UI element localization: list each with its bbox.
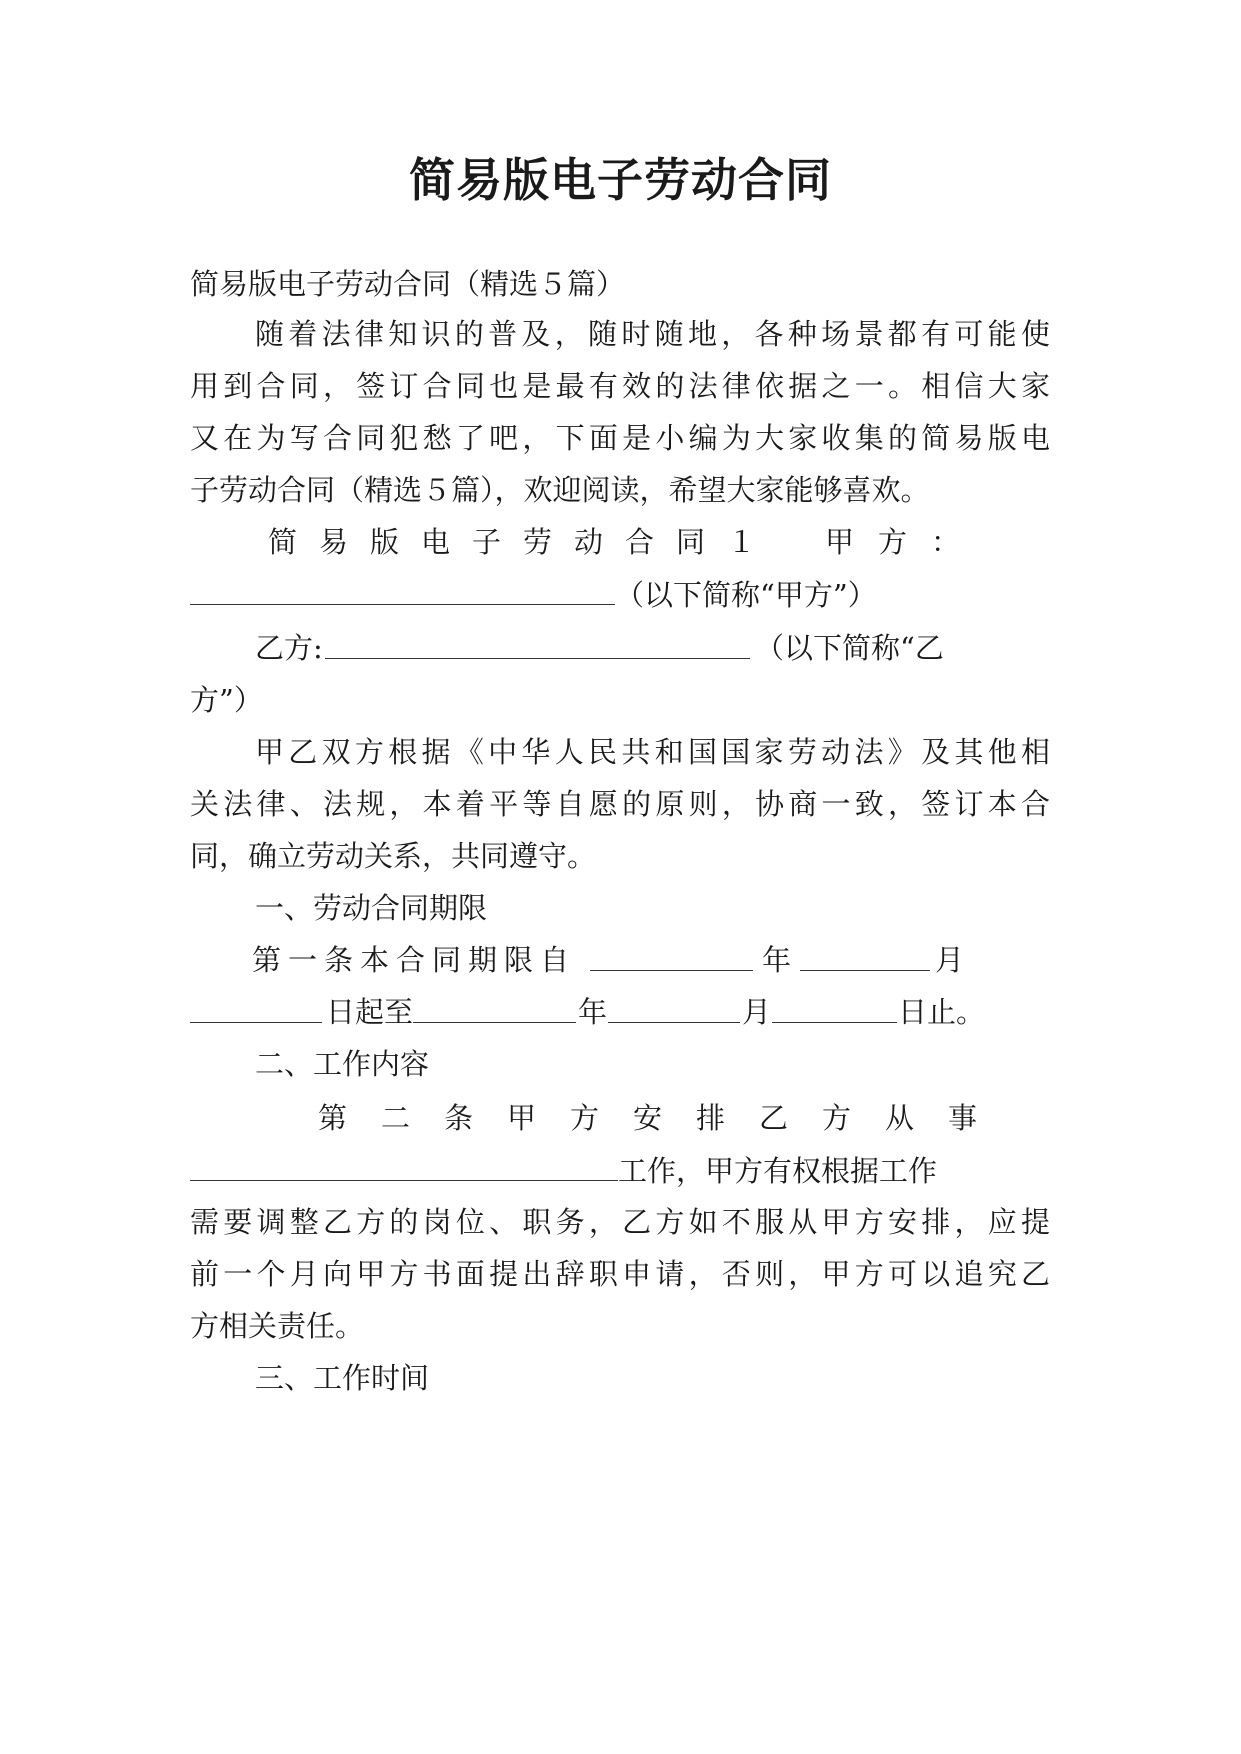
preamble-line-1: 甲乙双方根据《中华人民共和国国家劳动法》及其他相	[255, 735, 1050, 769]
article-2-line-4: 前一个月向甲方书面提出辞职申请，否则，甲方可以追究乙	[190, 1257, 1050, 1291]
contract-heading: 简易版电子劳动合同１	[268, 525, 779, 559]
section-3-title: 三、工作时间	[255, 1361, 430, 1395]
year-label: 年	[762, 943, 792, 977]
month-to-blank[interactable]	[608, 992, 740, 1023]
party-b-blank[interactable]	[325, 628, 750, 659]
party-a-note: （以下简称“甲方”）	[615, 578, 877, 612]
preamble-line-2: 关法律、法规，本着平等自愿的原则，协商一致，签订本合	[190, 787, 1050, 821]
intro-line-1: 随着法律知识的普及，随时随地，各种场景都有可能使	[255, 317, 1050, 351]
intro-line-3: 又在为写合同犯愁了吧，下面是小编为大家收集的简易版电	[190, 421, 1050, 455]
article-2-line1-end: 工作，甲方有权根据工作	[618, 1154, 938, 1188]
article-1-start: 第一条本合同期限自	[252, 943, 577, 977]
section-1-title: 一、劳动合同期限	[255, 891, 488, 925]
day-from-blank[interactable]	[190, 992, 322, 1023]
intro-line-4: 子劳动合同（精选５篇），欢迎阅读，希望大家能够喜欢。	[190, 473, 930, 507]
article-2-line-5: 方相关责任。	[190, 1309, 365, 1343]
preamble-line-3: 同，确立劳动关系，共同遵守。	[190, 839, 597, 873]
year-from-blank[interactable]	[590, 940, 753, 971]
month-label: 月	[935, 943, 965, 977]
party-a-row	[190, 574, 1050, 615]
year-to-label: 年	[578, 995, 608, 1029]
year-to-blank[interactable]	[413, 992, 576, 1023]
article-2-line-3: 需要调整乙方的岗位、职务，乙方如不服从甲方安排，应提	[190, 1205, 1050, 1239]
section-2-title: 二、工作内容	[255, 1047, 430, 1081]
intro-line-2: 用到合同，签订合同也是最有效的法律依据之一。相信大家	[190, 369, 1050, 403]
article-2-start: 第二条甲方安排乙方从事	[318, 1101, 1012, 1135]
article-2-row-2	[190, 1150, 1050, 1191]
party-b-note: （以下简称“乙	[755, 631, 944, 665]
document-subtitle: 简易版电子劳动合同（精选５篇）	[190, 267, 626, 301]
job-blank[interactable]	[190, 1150, 618, 1181]
party-a-label: 甲方：	[825, 525, 985, 559]
party-b-label: 乙方:	[255, 631, 323, 665]
day-from-label: 日起至	[326, 995, 414, 1029]
day-end-label: 日止。	[898, 995, 986, 1029]
month-to-label: 月	[742, 995, 772, 1029]
day-to-blank[interactable]	[772, 992, 897, 1023]
party-a-blank[interactable]	[190, 574, 615, 605]
party-b-note-end: 方”）	[190, 683, 263, 717]
month-from-blank[interactable]	[800, 940, 930, 971]
document-title: 简易版电子劳动合同	[409, 153, 832, 207]
